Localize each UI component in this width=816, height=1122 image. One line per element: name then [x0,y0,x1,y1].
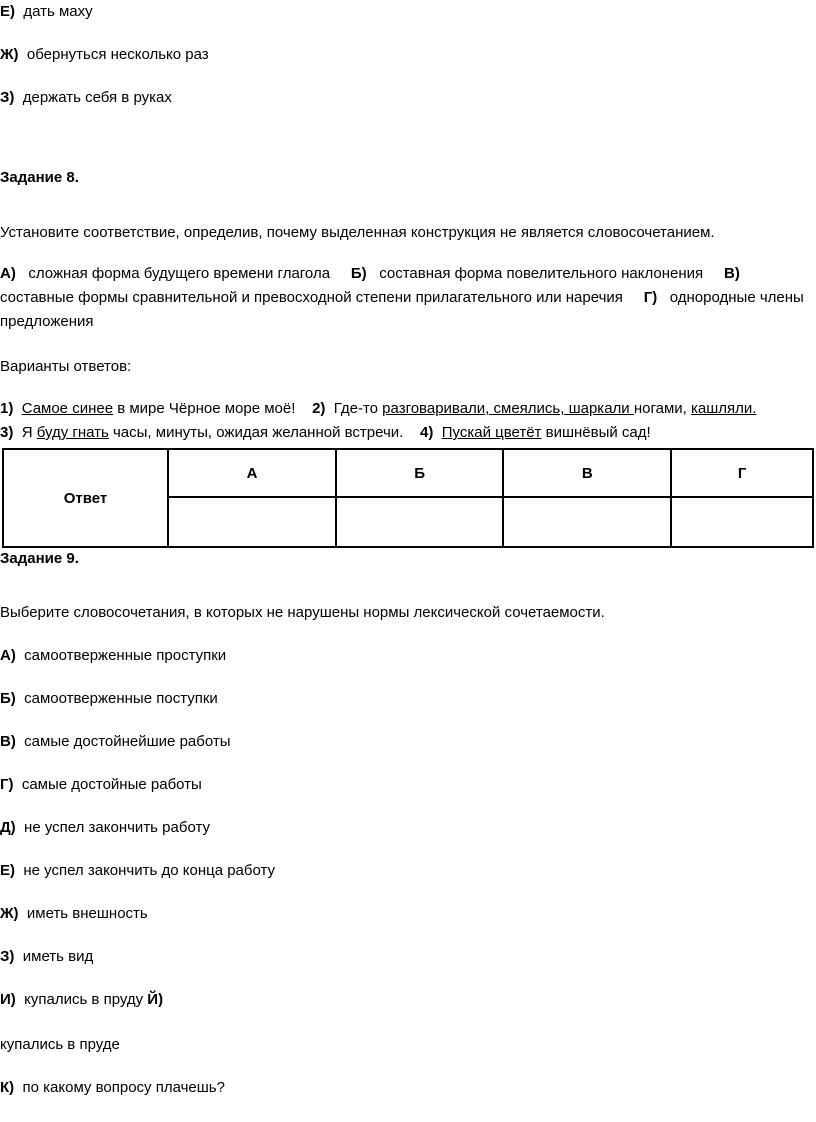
answer-header-b: Б [336,449,503,497]
list-item [0,948,93,966]
item-key: З) [0,89,15,106]
item-key: И) [0,991,16,1008]
item-text: самые достойные работы [21,776,202,793]
sentence-line-2 [0,424,651,442]
task8-options [0,262,810,334]
item-text: обернуться несколько раз [26,46,209,63]
item-key: Г) [0,776,14,793]
sentence-line-1 [0,400,756,418]
option-key: А) [0,265,16,282]
answer-cell-g[interactable] [671,497,813,547]
item-text: не успел закончить работу [24,819,210,836]
item-text: дать маху [23,3,93,20]
item-key: К) [0,1079,15,1096]
item-key: Е) [0,3,15,20]
sentence-number: 1) [0,400,14,417]
list-item [0,776,202,794]
list-item [0,819,210,837]
list-item [0,647,226,665]
item-key: В) [0,733,16,750]
sentence-number: 4) [420,424,434,441]
option-text: составная форма повелительного наклонения [379,265,704,282]
item-key: Ж) [0,46,19,63]
sentence-number: 2) [312,400,326,417]
highlighted-construction: Пускай цветёт [441,424,542,441]
list-item [0,862,275,880]
list-item [0,690,218,708]
answer-header-a: А [168,449,336,497]
variants-title: Варианты ответов: [0,358,132,375]
answer-cell-a[interactable] [168,497,336,547]
item-text: по какому вопросу плачешь? [22,1079,225,1096]
list-item [0,905,148,923]
answer-header-g: Г [671,449,813,497]
item-key: Й) [147,991,164,1008]
highlighted-construction: разговаривали, смеялись, шаркали [382,400,634,417]
task9-instruction: Выберите словосочетания, в которых не нарушены нормы лексической сочетаемости. [0,604,605,621]
sentence-text: Где-то [333,400,383,417]
item-key: А) [0,647,16,664]
list-item [0,733,231,751]
answer-cell-v[interactable] [503,497,671,547]
answer-label: Ответ [3,449,168,547]
task8-title: Задание 8. [0,169,79,186]
answer-cell-b[interactable] [336,497,503,547]
sentence-text: часы, минуты, ожидая желанной встречи. [108,424,404,441]
answer-header-v: В [503,449,671,497]
answer-table [2,448,814,548]
item-text: не успел закончить до конца работу [23,862,276,879]
list-item [0,3,93,21]
sentence-number: 3) [0,424,14,441]
list-item [0,46,209,64]
list-item [0,1079,225,1097]
task8-instruction: Установите соответствие, определив, почему выделенная конструкция не является словосочетанием. [0,224,715,241]
item-text: купались в пруду [24,991,144,1008]
list-item [0,991,163,1009]
item-text: иметь внешность [26,905,148,922]
option-text: однородные члены предложения [0,289,804,330]
list-item [0,89,172,107]
item-key: З) [0,948,15,965]
highlighted-construction: буду гнать [36,424,109,441]
highlighted-construction: кашляли. [690,400,757,417]
item-text: самоотверженные проступки [24,647,227,664]
item-key: Е) [0,862,15,879]
option-key: Г) [643,289,658,306]
option-key: В) [723,265,740,282]
list-item: купались в пруде [0,1036,120,1053]
sentence-text: Я [21,424,37,441]
sentence-text: в мире Чёрное море моё! [113,400,296,417]
item-key: Ж) [0,905,19,922]
option-text: сложная форма будущего времени глагола [28,265,331,282]
item-text: иметь вид [22,948,94,965]
item-key: Д) [0,819,16,836]
item-text: самоотверженные поступки [24,690,218,707]
sentence-text: вишнёвый сад! [541,424,651,441]
option-key: Б) [350,265,367,282]
item-text: держать себя в руках [22,89,172,106]
highlighted-construction: Самое синее [21,400,114,417]
item-key: Б) [0,690,16,707]
sentence-text: ногами, [633,400,691,417]
task9-title: Задание 9. [0,550,79,567]
item-text: самые достойнейшие работы [24,733,231,750]
option-text: составные формы сравнительной и превосходной степени прилагательного или наречия [0,289,623,306]
